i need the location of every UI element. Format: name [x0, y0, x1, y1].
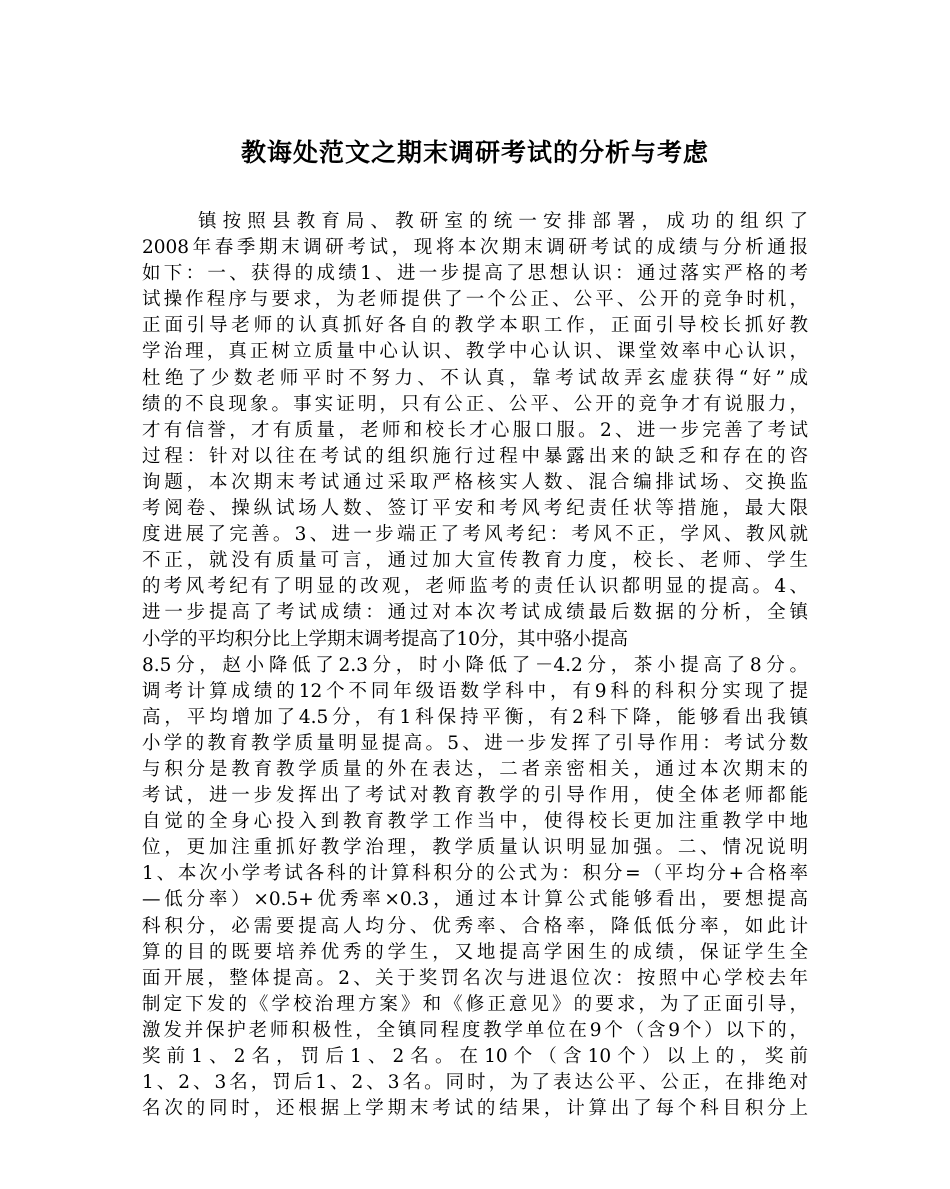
body-line: 小学的教育教学质量明显提高。5、进一步发挥了引导作用：考试分数 — [142, 732, 808, 754]
body-line: 小学的平均积分比上学期末调考提高了10分，其中骆小提高 — [142, 628, 629, 650]
body-line: 才有信誉，才有质量，老师和校长才心服口服。2、进一步完善了考试 — [142, 419, 808, 441]
body-line: 杜绝了少数老师平时不努力、不认真，靠考试故弄玄虚获得“好”成 — [142, 367, 808, 389]
body-line: 8.5分，赵小降低了2.3分，时小降低了－4.2分，茶小提高了8分。 — [142, 654, 808, 676]
body-line: 自觉的全身心投入到教育教学工作当中，使得校长更加注重教学中地 — [142, 811, 808, 833]
body-line: 度进展了完善。3、进一步端正了考风考纪：考风不正，学风、教风就 — [142, 524, 808, 546]
body-line: —低分率）×0.5+优秀率×0.3，通过本计算公式能够看出，要想提高 — [142, 889, 808, 911]
body-line: 过程：针对以往在考试的组织施行过程中暴露出来的缺乏和存在的咨 — [142, 445, 808, 467]
body-line: 进一步提高了考试成绩：通过对本次考试成绩最后数据的分析，全镇 — [142, 602, 808, 624]
body-line: 面开展，整体提高。2、关于奖罚名次与进退位次：按照中心学校去年 — [142, 967, 808, 989]
body-line: 正面引导老师的认真抓好各自的教学本职工作，正面引导校长抓好教 — [142, 315, 808, 337]
body-line: 不正，就没有质量可言，通过加大宣传教育力度，校长、老师、学生 — [142, 550, 808, 572]
body-line: 考阅卷、操纵试场人数、签订平安和考风考纪责任状等措施，最大限 — [142, 498, 808, 520]
body-line: 1、2、3名，罚后1、2、3名。同时，为了表达公平、公正，在排绝对 — [142, 1072, 808, 1094]
body-line: 算的目的既要培养优秀的学生，又地提高学困生的成绩，保证学生全 — [142, 941, 808, 963]
body-line: 位，更加注重抓好教学治理，教学质量认识明显加强。二、情况说明 — [142, 837, 808, 859]
body-line: 学治理，真正树立质量中心认识、教学中心认识、课堂效率中心认识， — [142, 341, 808, 363]
body-line: 2008年春季期末调研考试，现将本次期末调研考试的成绩与分析通报 — [142, 237, 808, 259]
body-line: 科积分，必需要提高人均分、优秀率、合格率，降低低分率，如此计 — [142, 915, 808, 937]
body-line: 的考风考纪有了明显的改观，老师监考的责任认识都明显的提高。4、 — [142, 576, 808, 598]
body-line: 高，平均增加了4.5分，有1科保持平衡，有2科下降，能够看出我镇 — [142, 706, 808, 728]
document-title: 教诲处范文之期末调研考试的分析与考虑 — [240, 138, 709, 167]
body-line: 试操作程序与要求，为老师提供了一个公正、公平、公开的竞争时机， — [142, 289, 808, 311]
body-line: 调考计算成绩的12个不同年级语数学科中，有9科的科积分实现了提 — [142, 680, 808, 702]
body-line: 名次的同时，还根据上学期末考试的结果，计算出了每个科目积分上 — [142, 1098, 808, 1120]
body-line: 如下：一、获得的成绩1、进一步提高了思想认识：通过落实严格的考 — [142, 263, 808, 285]
body-line: 1、本次小学考试各科的计算科积分的公式为：积分=（平均分+合格率 — [142, 863, 808, 885]
body-line: 激发并保护老师积极性，全镇同程度教学单位在9个（含9个）以下的， — [142, 1019, 808, 1041]
body-line: 考试，进一步发挥出了考试对教育教学的引导作用，使全体老师都能 — [142, 785, 808, 807]
body-line: 与积分是教育教学质量的外在表达，二者亲密相关，通过本次期末的 — [142, 758, 808, 780]
body-line: 奖前1、2名，罚后1、2名。在10个（含10个）以上的，奖前 — [142, 1046, 808, 1067]
body-line: 制定下发的《学校治理方案》和《修正意见》的要求，为了正面引导， — [142, 993, 808, 1015]
body-line: 询题，本次期末考试通过采取严格核实人数、混合编排试场、交换监 — [142, 471, 808, 493]
document-body — [142, 209, 808, 1122]
body-line: 绩的不良现象。事实证明，只有公正、公平、公开的竞争才有说服力， — [142, 393, 808, 415]
body-line: 镇按照县教育局、教研室的统一安排部署，成功的组织了 — [198, 211, 808, 232]
